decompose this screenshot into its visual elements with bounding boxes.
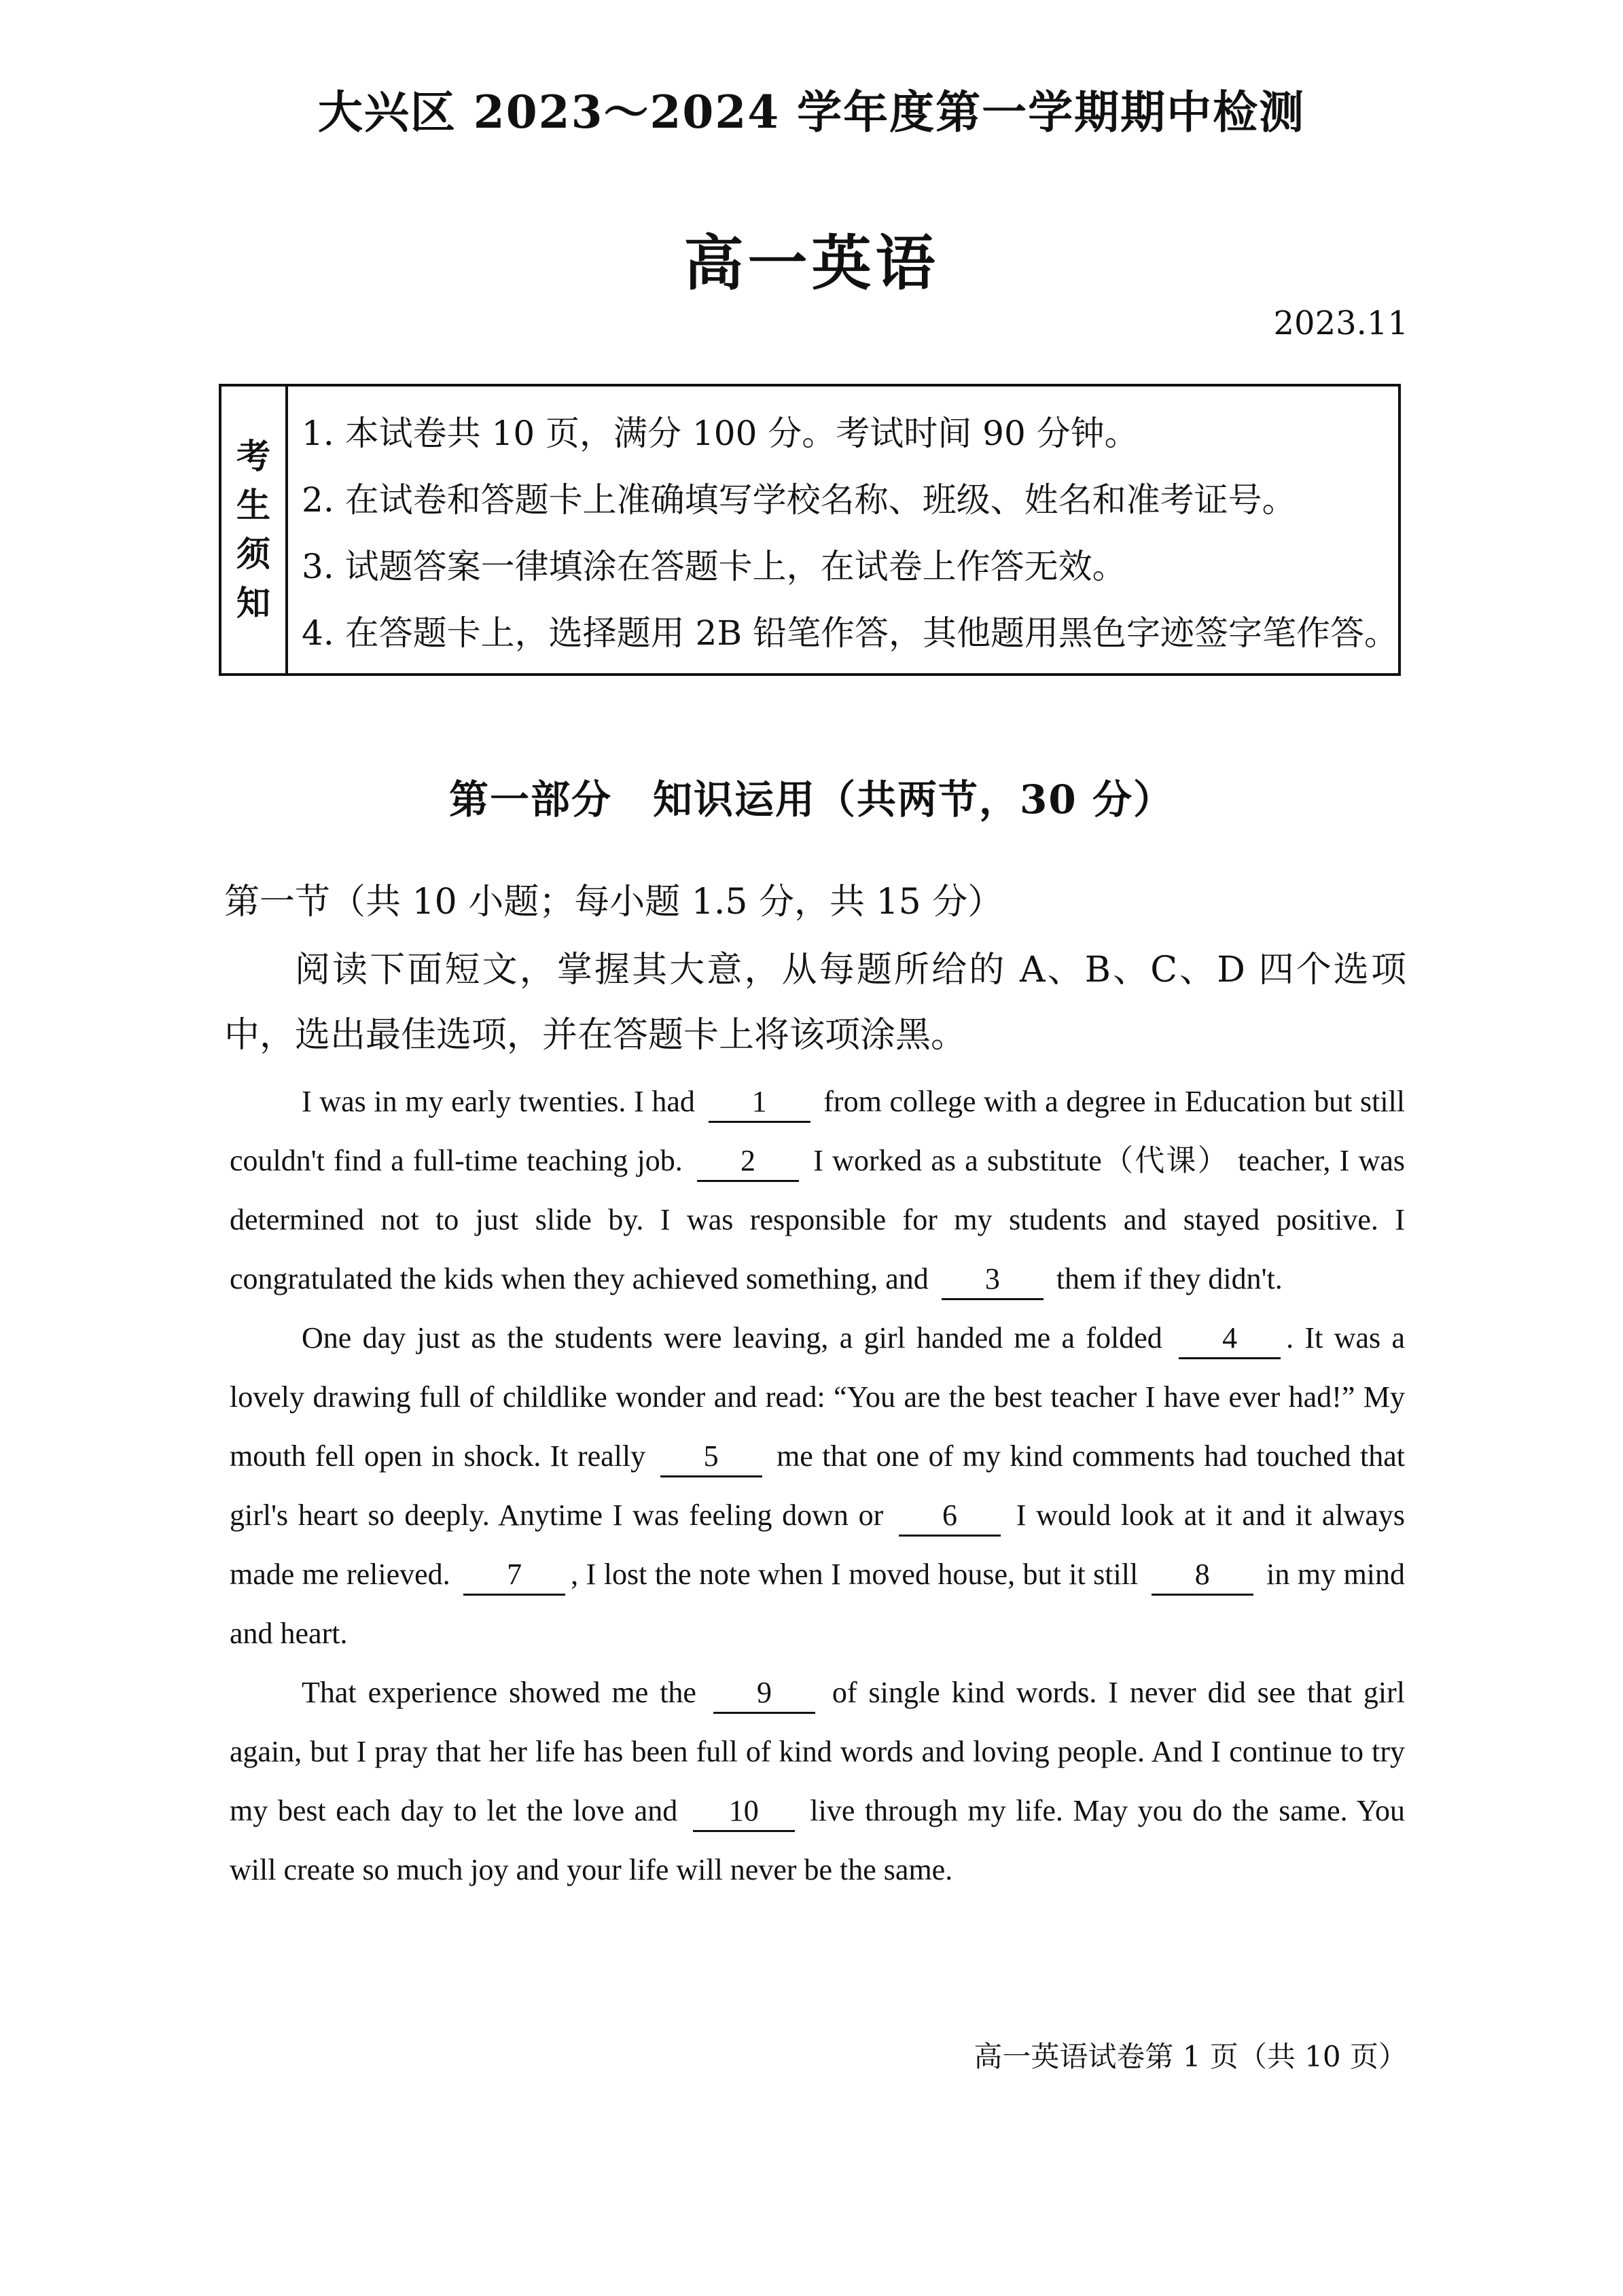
- passage-text: I was in my early twenties. I had: [302, 1085, 695, 1118]
- notice-item: 3. 试题答案一律填涂在答题卡上，在试卷上作答无效。: [302, 547, 1126, 586]
- passage-paragraph-3: [230, 1663, 1405, 1899]
- passage-text: I worked as a substitute（代课） teacher, I was determined not to just slide by. I was responsible for my students and stayed positive. I congratulated the kids when they achieved something, and: [230, 1144, 1406, 1295]
- blank-9: 9: [713, 1674, 815, 1714]
- notice-items: [288, 387, 1398, 673]
- blank-7: 7: [463, 1556, 565, 1596]
- passage-text: That experience showed me the: [302, 1676, 696, 1709]
- passage-text: me that one of my kind comments had touched that girl's heart so deeply. Anytime I was feeling down or: [230, 1439, 1406, 1532]
- part-one-heading: 第一部分 知识运用（共两节，30 分）: [449, 776, 1174, 823]
- passage-text: , I lost the note when I moved house, but it still: [571, 1558, 1139, 1591]
- cloze-passage: [230, 1072, 1405, 1899]
- exam-date: 2023.11: [1273, 304, 1408, 342]
- passage-paragraph-2: [230, 1308, 1405, 1663]
- blank-3: 3: [942, 1260, 1044, 1300]
- passage-text: One day just as the students were leaving, a girl handed me a folded: [302, 1321, 1162, 1355]
- page-footer: 高一英语试卷第 1 页（共 10 页）: [974, 2040, 1407, 2073]
- passage-text: from college with a degree in Education but still couldn't find a full-time teaching job.: [230, 1085, 1406, 1177]
- passage-text: them if they didn't.: [1056, 1262, 1283, 1295]
- exam-title: 大兴区 2023～2024 学年度第一学期期中检测: [317, 86, 1306, 139]
- blank-10: 10: [693, 1792, 795, 1832]
- passage-text: . It was a lovely drawing full of childlike wonder and read: “You are the best teacher I have ever had!” My mouth fell open in shock. It really: [230, 1321, 1405, 1473]
- blank-2: 2: [697, 1142, 799, 1182]
- blank-6: 6: [899, 1496, 1001, 1537]
- blank-1: 1: [709, 1083, 810, 1123]
- section-one-heading: 第一节（共 10 小题；每小题 1.5 分，共 15 分）: [224, 882, 1003, 922]
- section-instruction: 阅读下面短文，掌握其大意，从每题所给的 A、B、C、D 四个选项中，选出最佳选项，并在答题卡上将该项涂黑。: [224, 950, 1406, 1056]
- passage-text: in my mind and heart.: [230, 1558, 1406, 1650]
- notice-label: [221, 387, 288, 673]
- notice-label-char: 考: [236, 436, 271, 476]
- blank-8: 8: [1152, 1556, 1253, 1596]
- notice-label-char: 须: [236, 534, 271, 574]
- subject-title: 高一英语: [683, 228, 940, 298]
- candidate-notice-box: [219, 384, 1401, 676]
- passage-text: I would look at it and it always made me relieved.: [230, 1499, 1406, 1591]
- notice-item: 4. 在答题卡上，选择题用 2B 铅笔作答，其他题用黑色字迹签字笔作答。: [302, 613, 1398, 653]
- notice-label-char: 知: [236, 583, 271, 623]
- notice-label-char: 生: [236, 485, 271, 525]
- blank-4: 4: [1179, 1319, 1281, 1359]
- passage-paragraph-1: [230, 1072, 1405, 1308]
- passage-text: of single kind words. I never did see that girl again, but I pray that her life has been full of kind words and loving people. And I continue to try my best each day to let the love and: [230, 1676, 1405, 1827]
- notice-item: 1. 本试卷共 10 页，满分 100 分。考试时间 90 分钟。: [302, 414, 1139, 453]
- passage-text: live through my life. May you do the same. You will create so much joy and your life will never be the same.: [230, 1794, 1405, 1886]
- notice-item: 2. 在试卷和答题卡上准确填写学校名称、班级、姓名和准考证号。: [302, 480, 1296, 520]
- blank-5: 5: [660, 1437, 762, 1477]
